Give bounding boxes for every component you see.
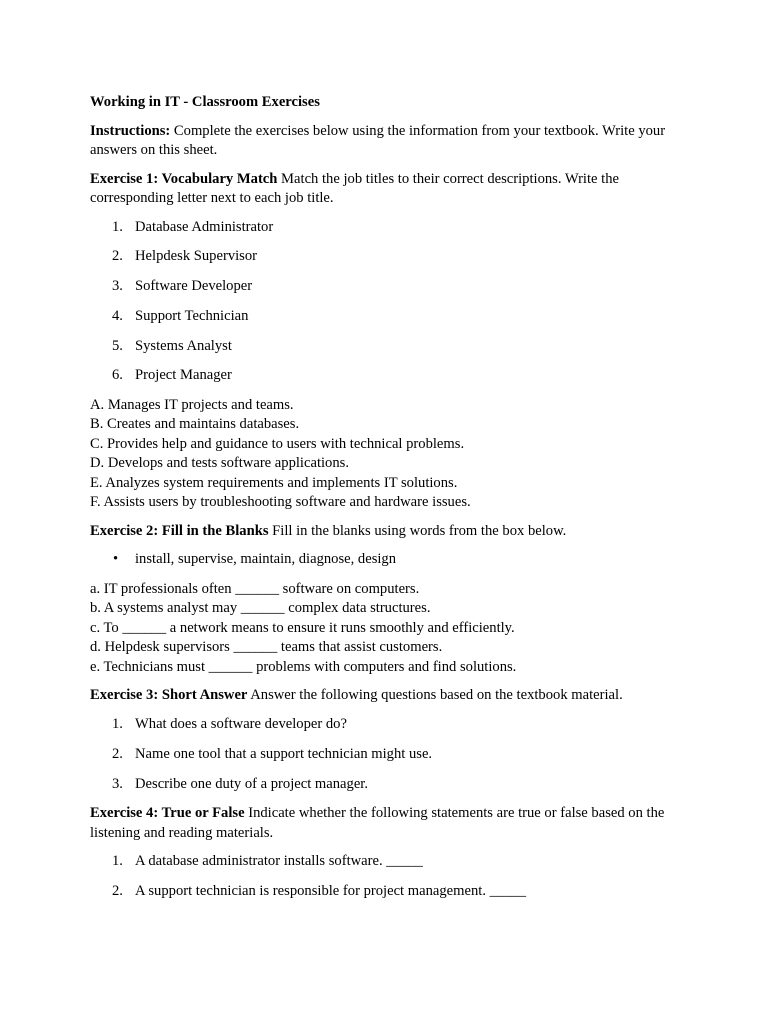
instructions-paragraph (90, 122, 678, 161)
fill-blank-sentence: b. A systems analyst may ______ complex data structures. (90, 600, 431, 617)
job-title: Systems Analyst (135, 337, 232, 354)
list-item (90, 218, 678, 238)
list-item (90, 852, 678, 872)
exercise2-word-box (90, 550, 678, 570)
fill-blank-sentence: d. Helpdesk supervisors ______ teams that assist customers. (90, 639, 443, 656)
job-title: Software Developer (135, 278, 253, 295)
fill-blank-sentence: a. IT professionals often ______ software on computers. (90, 580, 420, 597)
statement-text: A database administrator installs software. _____ (135, 853, 423, 870)
list-number: 2. (112, 745, 123, 762)
question-text: What does a software developer do? (135, 715, 347, 732)
description-line: F. Assists users by troubleshooting software and hardware issues. (90, 494, 471, 511)
list-item (90, 745, 678, 765)
job-title: Project Manager (135, 367, 232, 384)
job-title: Helpdesk Supervisor (135, 248, 258, 265)
list-item (90, 715, 678, 735)
bullet-icon: • (113, 551, 119, 568)
exercise1-text: Match the job titles to their correct descriptions. Write the corresponding letter next to each job title. (90, 170, 619, 206)
exercise3-label: Exercise 3: Short Answer (90, 687, 248, 704)
description-line: C. Provides help and guidance to users with technical problems. (90, 435, 465, 452)
list-number: 1. (112, 218, 123, 235)
question-text: Describe one duty of a project manager. (135, 775, 369, 792)
exercise1-heading (90, 170, 678, 209)
list-item (90, 307, 678, 327)
fill-blank-sentence: e. Technicians must ______ problems with computers and find solutions. (90, 658, 517, 675)
list-number: 1. (112, 853, 123, 870)
list-item (90, 337, 678, 357)
exercise2-heading (90, 522, 678, 542)
list-item (90, 775, 678, 795)
list-item (90, 366, 678, 386)
list-number: 5. (112, 337, 123, 354)
list-number: 2. (112, 882, 123, 899)
list-number: 1. (112, 715, 123, 732)
description-line: D. Develops and tests software applications. (90, 455, 349, 472)
instructions-text: Complete the exercises below using the information from your textbook. Write your answers on this sheet. (90, 122, 666, 158)
list-item (90, 550, 678, 570)
exercise4-heading (90, 804, 678, 843)
list-number: 3. (112, 775, 123, 792)
exercise2-sentences (90, 580, 678, 678)
list-number: 2. (112, 248, 123, 265)
question-text: Name one tool that a support technician might use. (135, 745, 433, 762)
job-title: Database Administrator (135, 218, 274, 235)
instructions-label: Instructions: (90, 122, 171, 139)
exercise4-statement-list (90, 852, 678, 901)
statement-text: A support technician is responsible for project management. _____ (135, 882, 527, 899)
exercise1-job-list (90, 218, 678, 386)
exercise3-question-list (90, 715, 678, 794)
exercise3-text: Answer the following questions based on the textbook material. (247, 687, 623, 704)
exercise4-text: Indicate whether the following statements are true or false based on the listening and reading materials. (90, 805, 665, 841)
list-item (90, 277, 678, 297)
job-title: Support Technician (135, 307, 249, 324)
exercise4-label: Exercise 4: True or False (90, 805, 245, 822)
description-line: A. Manages IT projects and teams. (90, 396, 294, 413)
list-number: 3. (112, 278, 123, 295)
exercise1-descriptions (90, 396, 678, 513)
description-line: E. Analyzes system requirements and implements IT solutions. (90, 474, 458, 491)
exercise3-heading (90, 686, 678, 706)
document-title: Working in IT - Classroom Exercises (90, 94, 320, 110)
list-item (90, 247, 678, 267)
list-number: 4. (112, 307, 123, 324)
list-number: 6. (112, 367, 123, 384)
description-line: B. Creates and maintains databases. (90, 416, 300, 433)
exercise2-text: Fill in the blanks using words from the box below. (268, 522, 567, 539)
fill-blank-sentence: c. To ______ a network means to ensure it runs smoothly and efficiently. (90, 619, 515, 636)
list-item (90, 882, 678, 902)
exercise2-label: Exercise 2: Fill in the Blanks (90, 522, 269, 539)
exercise1-label: Exercise 1: Vocabulary Match (90, 170, 278, 187)
word-box-text: install, supervise, maintain, diagnose, design (135, 551, 397, 568)
